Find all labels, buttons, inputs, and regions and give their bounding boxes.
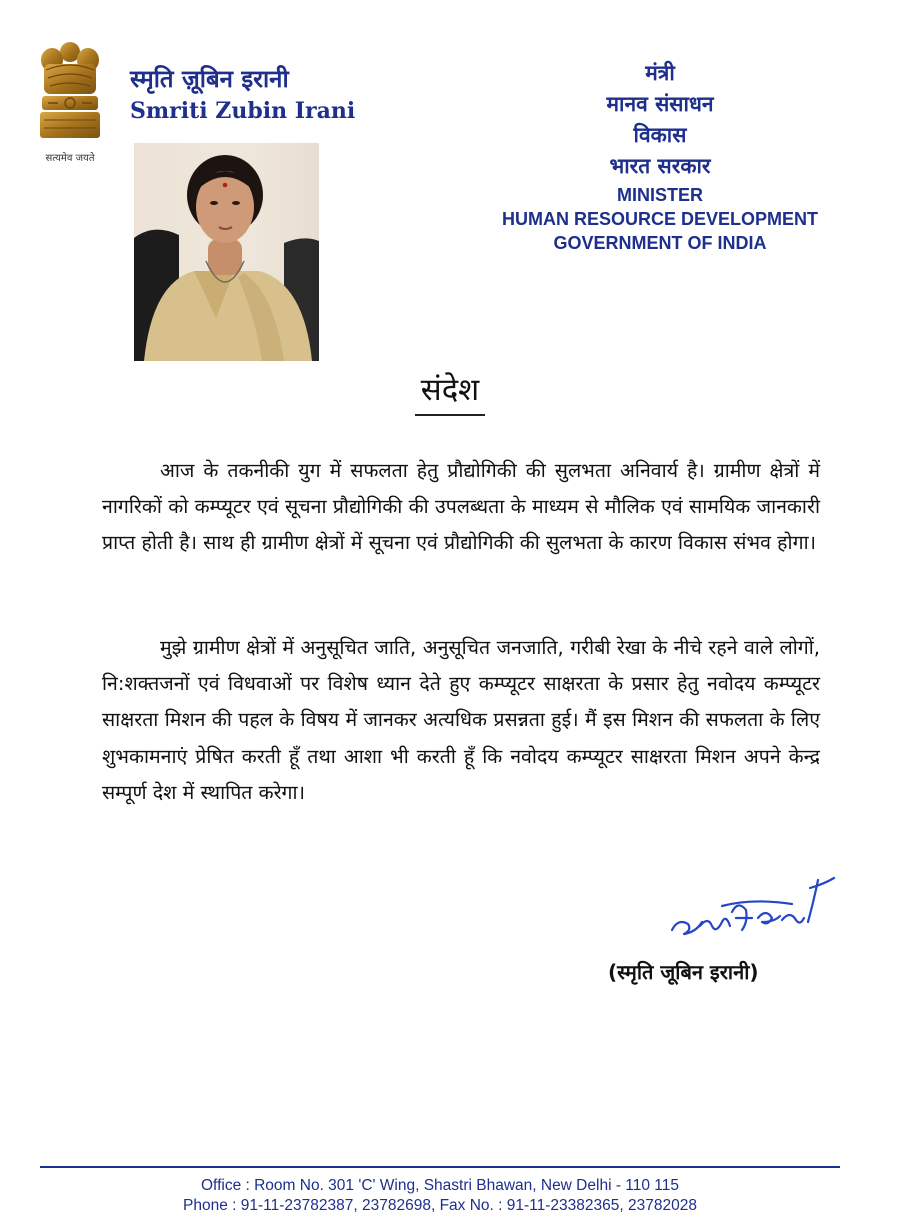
footer-contact-numbers: Phone : 91-11-23782387, 23782698, Fax No. : 91-11-23382365, 23782028 xyxy=(183,1197,697,1214)
designation-hindi-line: मंत्री xyxy=(645,61,675,85)
lion-capital-icon xyxy=(28,38,112,148)
designation-hindi-line: मानव संसाधन xyxy=(606,92,714,116)
footer-office-address: Office : Room No. 301 'C' Wing, Shastri Bhawan, New Delhi - 110 115 xyxy=(200,1177,680,1194)
message-title-wrap xyxy=(0,368,900,416)
designation-english-line: MINISTER xyxy=(616,185,703,205)
handwritten-signature xyxy=(662,860,842,960)
designation-hindi-line: भारत सरकार xyxy=(609,154,711,178)
message-paragraph: मुझे ग्रामीण क्षेत्रों में अनुसूचित जाति, अनुसूचित जनजाति, गरीबी रेखा के नीचे रहने वाले लोगों, नि:शक्तजनों एवं विधवाओं पर विशेष ध्यान देते हुए कम्प्यूटर साक्षरता के प्रसार हेतु नवोदय कम्प्यूटर साक्षरता मिशन की पहल के विषय में जानकर अत्यधिक प्रसन्नता हुई। मैं इस मिशन की सफलता के लिए शुभकामनाएं प्रेषित करती हूँ तथा आशा भी करती हूँ कि नवोदय कम्प्यूटर साक्षरता मिशन अपने केन्द्र सम्पूर्ण देश में स्थापित करेगा। xyxy=(102,636,820,804)
signatory-name: (स्मृति जूबिन इरानी) xyxy=(608,960,759,984)
designation-english-line: GOVERNMENT OF INDIA xyxy=(553,233,767,253)
minister-name-english: Smriti Zubin Irani xyxy=(130,98,356,124)
minister-photo xyxy=(134,143,319,361)
emblem-motto: सत्यमेव जयते xyxy=(45,153,95,164)
national-emblem-logo xyxy=(28,38,112,168)
message-paragraph: आज के तकनीकी युग में सफलता हेतु प्रौद्योगिकी की सुलभता अनिवार्य है। ग्रामीण क्षेत्रों में नागरिकों को कम्प्यूटर एवं सूचना प्रौद्योगिकी की उपलब्धता के माध्यम से मौलिक एवं सामयिक जानकारी प्राप्त होती है। साथ ही ग्रामीण क्षेत्रों में सूचना एवं प्रौद्योगिकी की सुलभता के कारण विकास संभव होगा। xyxy=(102,459,820,555)
minister-name-hindi: स्मृति ज़ूबिन इरानी xyxy=(130,65,289,93)
designation-hindi-line: विकास xyxy=(633,123,687,147)
designation-english-line: HUMAN RESOURCE DEVELOPMENT xyxy=(501,209,819,229)
designation-block xyxy=(470,58,850,255)
footer-divider xyxy=(40,1166,840,1168)
message-title: संदेश xyxy=(415,368,486,416)
